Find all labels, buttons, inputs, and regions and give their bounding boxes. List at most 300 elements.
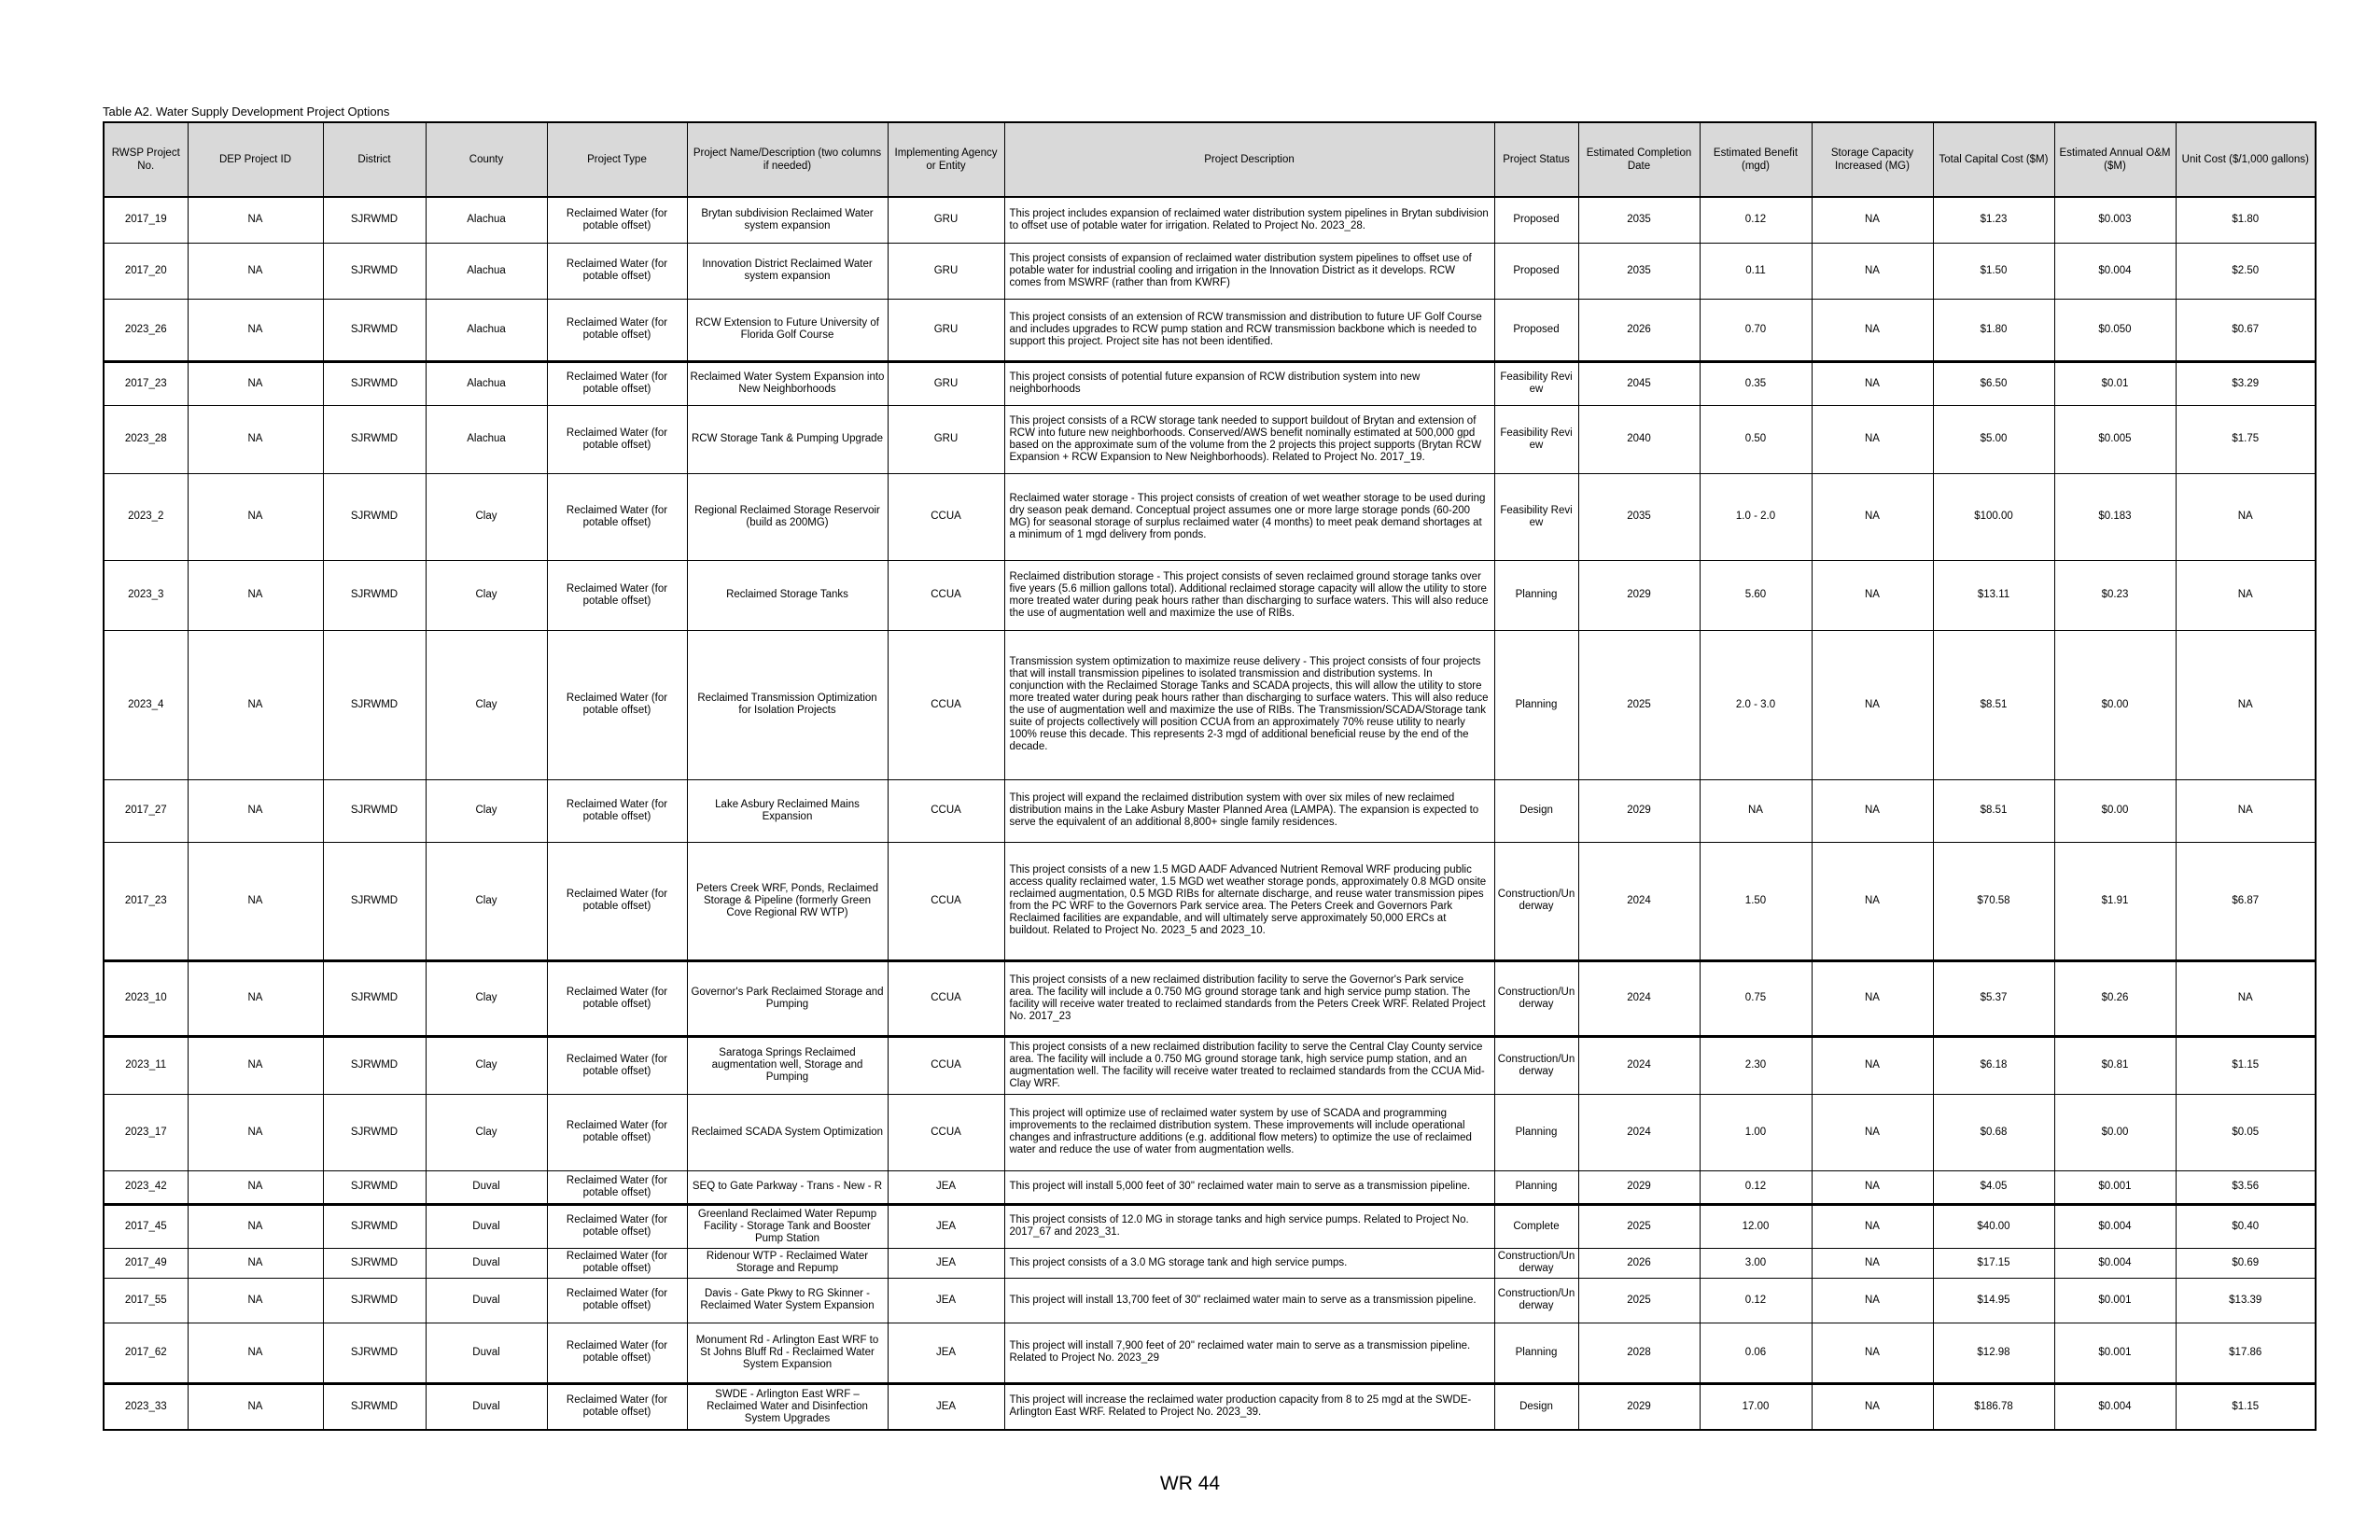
- table-body: [104, 197, 2316, 1430]
- table-row: [104, 560, 2316, 630]
- cell-name: Greenland Reclaimed Water Repump Facility - Storage Tank and Booster Pump Station: [687, 1204, 888, 1248]
- table-row: [104, 630, 2316, 779]
- cell-status: Proposed: [1494, 299, 1578, 361]
- cell-name: RCW Storage Tank & Pumping Upgrade: [687, 405, 888, 473]
- cell-dep: NA: [188, 960, 323, 1036]
- cell-rwsp: 2023_3: [104, 560, 188, 630]
- cell-unit: NA: [2176, 560, 2316, 630]
- cell-agency: CCUA: [888, 560, 1004, 630]
- cell-status: Design: [1494, 779, 1578, 842]
- column-header-type: Project Type: [547, 122, 687, 197]
- cell-completion: 2035: [1578, 473, 1700, 560]
- cell-county: Duval: [426, 1278, 547, 1323]
- cell-agency: GRU: [888, 405, 1004, 473]
- cell-district: SJRWMD: [323, 1323, 426, 1383]
- cell-name: Governor's Park Reclaimed Storage and Pumping: [687, 960, 888, 1036]
- cell-type: Reclaimed Water (for potable offset): [547, 243, 687, 299]
- cell-county: Clay: [426, 560, 547, 630]
- cell-type: Reclaimed Water (for potable offset): [547, 960, 687, 1036]
- cell-type: Reclaimed Water (for potable offset): [547, 1248, 687, 1278]
- cell-status: Planning: [1494, 1170, 1578, 1204]
- cell-desc: This project will expand the reclaimed distribution system with over six miles of new reclaimed distribution mains in the Lake Asbury Master Planned Area (LAMPA). The expansion is expected to serve the equivalent of an additional 8,800+ single family residences.: [1004, 779, 1494, 842]
- cell-county: Clay: [426, 473, 547, 560]
- cell-status: Construction/Underway: [1494, 1036, 1578, 1094]
- cell-dep: NA: [188, 361, 323, 405]
- cell-dep: NA: [188, 560, 323, 630]
- cell-unit: $0.05: [2176, 1094, 2316, 1170]
- cell-district: SJRWMD: [323, 1248, 426, 1278]
- cell-completion: 2025: [1578, 630, 1700, 779]
- cell-district: SJRWMD: [323, 842, 426, 960]
- cell-desc: This project will install 7,900 feet of 20" reclaimed water main to serve as a transmission pipeline. Related to Project No. 2023_29: [1004, 1323, 1494, 1383]
- cell-name: Davis - Gate Pkwy to RG Skinner - Reclaimed Water System Expansion: [687, 1278, 888, 1323]
- cell-completion: 2024: [1578, 960, 1700, 1036]
- cell-om: $1.91: [2054, 842, 2176, 960]
- cell-name: SEQ to Gate Parkway - Trans - New - R: [687, 1170, 888, 1204]
- cell-status: Planning: [1494, 1094, 1578, 1170]
- header-row: [104, 122, 2316, 197]
- cell-desc: This project will optimize use of reclaimed water system by use of SCADA and programming improvements to the reclaimed distribution system. These improvements will include operational changes and infrastructure additions (e.g. additional flow meters) to optimize the use of reclaimed water and reduce the use of water from augmentation wells.: [1004, 1094, 1494, 1170]
- cell-storage: NA: [1812, 473, 1933, 560]
- cell-dep: NA: [188, 842, 323, 960]
- cell-district: SJRWMD: [323, 361, 426, 405]
- cell-name: Reclaimed Storage Tanks: [687, 560, 888, 630]
- cell-desc: This project consists of a RCW storage tank needed to support buildout of Brytan and extension of RCW into future new neighborhoods. Conserved/AWS benefit nominally estimated at 500,000 gpd based on the approximate sum of the volume from the 2 projects this project supports (Brytan RCW Expansion + RCW Expansion to New Neighborhoods). Related to Project No. 2017_19.: [1004, 405, 1494, 473]
- cell-storage: NA: [1812, 960, 1933, 1036]
- cell-agency: CCUA: [888, 1036, 1004, 1094]
- cell-storage: NA: [1812, 1248, 1933, 1278]
- cell-rwsp: 2017_27: [104, 779, 188, 842]
- cell-type: Reclaimed Water (for potable offset): [547, 1383, 687, 1430]
- cell-rwsp: 2023_42: [104, 1170, 188, 1204]
- table-row: [104, 1323, 2316, 1383]
- cell-completion: 2026: [1578, 299, 1700, 361]
- page-number: WR 44: [1159, 1473, 1221, 1494]
- cell-agency: CCUA: [888, 1094, 1004, 1170]
- cell-storage: NA: [1812, 1323, 1933, 1383]
- cell-status: Planning: [1494, 1323, 1578, 1383]
- cell-dep: NA: [188, 1094, 323, 1170]
- cell-county: Clay: [426, 630, 547, 779]
- cell-district: SJRWMD: [323, 243, 426, 299]
- cell-status: Planning: [1494, 630, 1578, 779]
- cell-name: Saratoga Springs Reclaimed augmentation well, Storage and Pumping: [687, 1036, 888, 1094]
- cell-completion: 2026: [1578, 1248, 1700, 1278]
- cell-completion: 2024: [1578, 1036, 1700, 1094]
- cell-dep: NA: [188, 1036, 323, 1094]
- cell-completion: 2029: [1578, 1383, 1700, 1430]
- cell-om: $0.001: [2054, 1170, 2176, 1204]
- cell-name: Reclaimed Water System Expansion into New Neighborhoods: [687, 361, 888, 405]
- cell-desc: This project will increase the reclaimed water production capacity from 8 to 25 mgd at the SWDE-Arlington East WRF. Related to Project No. 2023_39.: [1004, 1383, 1494, 1430]
- cell-dep: NA: [188, 779, 323, 842]
- cell-type: Reclaimed Water (for potable offset): [547, 842, 687, 960]
- cell-agency: CCUA: [888, 842, 1004, 960]
- cell-name: Innovation District Reclaimed Water system expansion: [687, 243, 888, 299]
- cell-rwsp: 2023_11: [104, 1036, 188, 1094]
- cell-capital: $186.78: [1933, 1383, 2054, 1430]
- projects-table: [103, 121, 2317, 1431]
- cell-capital: $1.50: [1933, 243, 2054, 299]
- cell-county: Alachua: [426, 299, 547, 361]
- cell-benefit: 0.50: [1700, 405, 1812, 473]
- cell-desc: This project consists of a new reclaimed distribution facility to serve the Central Clay County service area. The facility will include a 0.750 MG ground storage tank, high service pump station, and an augmentation well. The facility will receive water treated to reclaimed standards from the CCUA Mid-Clay WRF.: [1004, 1036, 1494, 1094]
- cell-storage: NA: [1812, 1383, 1933, 1430]
- cell-agency: CCUA: [888, 960, 1004, 1036]
- cell-agency: CCUA: [888, 630, 1004, 779]
- cell-om: $0.00: [2054, 779, 2176, 842]
- cell-desc: This project consists of 12.0 MG in storage tanks and high service pumps. Related to Project No. 2017_67 and 2023_31.: [1004, 1204, 1494, 1248]
- cell-om: $0.050: [2054, 299, 2176, 361]
- cell-rwsp: 2017_45: [104, 1204, 188, 1248]
- cell-desc: This project consists of an extension of RCW transmission and distribution to future UF Golf Course and includes upgrades to RCW pump station and RCW transmission backbone which is needed to support this project. Project site has not been identified.: [1004, 299, 1494, 361]
- cell-benefit: 1.00: [1700, 1094, 1812, 1170]
- column-header-storage: Storage Capacity Increased (MG): [1812, 122, 1933, 197]
- table-row: [104, 197, 2316, 243]
- cell-district: SJRWMD: [323, 960, 426, 1036]
- cell-dep: NA: [188, 1383, 323, 1430]
- cell-county: Duval: [426, 1248, 547, 1278]
- cell-capital: $8.51: [1933, 779, 2054, 842]
- cell-county: Alachua: [426, 243, 547, 299]
- cell-agency: JEA: [888, 1248, 1004, 1278]
- table-row: [104, 361, 2316, 405]
- cell-om: $0.26: [2054, 960, 2176, 1036]
- cell-type: Reclaimed Water (for potable offset): [547, 630, 687, 779]
- cell-dep: NA: [188, 1204, 323, 1248]
- cell-storage: NA: [1812, 842, 1933, 960]
- cell-rwsp: 2017_49: [104, 1248, 188, 1278]
- cell-agency: GRU: [888, 361, 1004, 405]
- cell-capital: $13.11: [1933, 560, 2054, 630]
- cell-type: Reclaimed Water (for potable offset): [547, 405, 687, 473]
- cell-completion: 2035: [1578, 197, 1700, 243]
- cell-unit: $17.86: [2176, 1323, 2316, 1383]
- table-row: [104, 243, 2316, 299]
- cell-type: Reclaimed Water (for potable offset): [547, 1170, 687, 1204]
- cell-benefit: 5.60: [1700, 560, 1812, 630]
- column-header-desc: Project Description: [1004, 122, 1494, 197]
- cell-benefit: 17.00: [1700, 1383, 1812, 1430]
- cell-om: $0.004: [2054, 243, 2176, 299]
- cell-status: Construction/Underway: [1494, 1278, 1578, 1323]
- cell-desc: This project consists of a new 1.5 MGD AADF Advanced Nutrient Removal WRF producing public access quality reclaimed water, 1.5 MGD wet weather storage ponds, approximately 0.8 MGD onsite reclaimed augmentation, 0.5 MGD RIBs for alternate discharge, and reuse water transmission pipes from the PC WRF to the Governors Park service area. The Peters Creek and Governors Park Reclaimed facilities are expandable, and will ultimately serve approximately 50,000 ERCs at buildout. Related to Project No. 2023_5 and 2023_10.: [1004, 842, 1494, 960]
- cell-om: $0.004: [2054, 1248, 2176, 1278]
- cell-name: Peters Creek WRF, Ponds, Reclaimed Storage & Pipeline (formerly Green Cove Regional RW WTP): [687, 842, 888, 960]
- cell-dep: NA: [188, 197, 323, 243]
- cell-completion: 2028: [1578, 1323, 1700, 1383]
- cell-type: Reclaimed Water (for potable offset): [547, 361, 687, 405]
- cell-capital: $5.37: [1933, 960, 2054, 1036]
- cell-type: Reclaimed Water (for potable offset): [547, 1094, 687, 1170]
- cell-desc: Reclaimed water storage - This project consists of creation of wet weather storage to be used during dry season peak demand. Conceptual project assumes one or more large storage ponds (60-200 MG) for seasonal storage of surplus reclaimed water (4 months) to meet peak demand shortages at a minimum of 1 mgd delivery from ponds.: [1004, 473, 1494, 560]
- cell-dep: NA: [188, 299, 323, 361]
- cell-unit: $1.15: [2176, 1036, 2316, 1094]
- cell-unit: $3.29: [2176, 361, 2316, 405]
- cell-status: Construction/Underway: [1494, 960, 1578, 1036]
- cell-dep: NA: [188, 243, 323, 299]
- cell-unit: $1.75: [2176, 405, 2316, 473]
- cell-om: $0.005: [2054, 405, 2176, 473]
- cell-county: Duval: [426, 1170, 547, 1204]
- table-row: [104, 1036, 2316, 1094]
- cell-status: Feasibility Review: [1494, 405, 1578, 473]
- cell-unit: $13.39: [2176, 1278, 2316, 1323]
- cell-om: $0.004: [2054, 1204, 2176, 1248]
- cell-dep: NA: [188, 1170, 323, 1204]
- cell-desc: Reclaimed distribution storage - This project consists of seven reclaimed ground storage tanks over five years (5.6 million gallons total). Additional reclaimed storage capacity will allow the utility to store more treated water during peak hours rather than discharging to surface waters. This will also reduce the use of augmentation well and maximize the use of RIBs.: [1004, 560, 1494, 630]
- table-row: [104, 299, 2316, 361]
- cell-district: SJRWMD: [323, 560, 426, 630]
- cell-type: Reclaimed Water (for potable offset): [547, 299, 687, 361]
- cell-agency: CCUA: [888, 779, 1004, 842]
- cell-status: Planning: [1494, 560, 1578, 630]
- cell-benefit: 0.35: [1700, 361, 1812, 405]
- cell-unit: $0.69: [2176, 1248, 2316, 1278]
- cell-county: Duval: [426, 1323, 547, 1383]
- table-row: [104, 960, 2316, 1036]
- cell-district: SJRWMD: [323, 779, 426, 842]
- cell-storage: NA: [1812, 243, 1933, 299]
- cell-county: Clay: [426, 960, 547, 1036]
- cell-type: Reclaimed Water (for potable offset): [547, 473, 687, 560]
- cell-agency: JEA: [888, 1278, 1004, 1323]
- cell-dep: NA: [188, 630, 323, 779]
- table-row: [104, 405, 2316, 473]
- cell-status: Feasibility Review: [1494, 473, 1578, 560]
- cell-type: Reclaimed Water (for potable offset): [547, 1204, 687, 1248]
- cell-name: RCW Extension to Future University of Florida Golf Course: [687, 299, 888, 361]
- cell-type: Reclaimed Water (for potable offset): [547, 1278, 687, 1323]
- cell-rwsp: 2023_17: [104, 1094, 188, 1170]
- cell-name: Brytan subdivision Reclaimed Water system expansion: [687, 197, 888, 243]
- cell-unit: NA: [2176, 630, 2316, 779]
- column-header-status: Project Status: [1494, 122, 1578, 197]
- cell-district: SJRWMD: [323, 197, 426, 243]
- cell-type: Reclaimed Water (for potable offset): [547, 1036, 687, 1094]
- cell-benefit: 0.75: [1700, 960, 1812, 1036]
- cell-unit: $1.15: [2176, 1383, 2316, 1430]
- cell-capital: $100.00: [1933, 473, 2054, 560]
- cell-completion: 2040: [1578, 405, 1700, 473]
- cell-completion: 2029: [1578, 560, 1700, 630]
- cell-om: $0.81: [2054, 1036, 2176, 1094]
- cell-storage: NA: [1812, 361, 1933, 405]
- cell-county: Clay: [426, 1036, 547, 1094]
- column-header-rwsp: RWSP Project No.: [104, 122, 188, 197]
- cell-dep: NA: [188, 405, 323, 473]
- cell-capital: $70.58: [1933, 842, 2054, 960]
- cell-dep: NA: [188, 1278, 323, 1323]
- cell-agency: JEA: [888, 1204, 1004, 1248]
- cell-district: SJRWMD: [323, 1036, 426, 1094]
- cell-om: $0.23: [2054, 560, 2176, 630]
- table-row: [104, 1278, 2316, 1323]
- cell-capital: $5.00: [1933, 405, 2054, 473]
- cell-unit: $1.80: [2176, 197, 2316, 243]
- cell-storage: NA: [1812, 299, 1933, 361]
- cell-capital: $40.00: [1933, 1204, 2054, 1248]
- cell-storage: NA: [1812, 1094, 1933, 1170]
- cell-desc: This project will install 5,000 feet of 30" reclaimed water main to serve as a transmission pipeline.: [1004, 1170, 1494, 1204]
- column-header-district: District: [323, 122, 426, 197]
- cell-storage: NA: [1812, 1170, 1933, 1204]
- cell-om: $0.00: [2054, 630, 2176, 779]
- cell-district: SJRWMD: [323, 1278, 426, 1323]
- cell-benefit: 1.50: [1700, 842, 1812, 960]
- cell-desc: This project consists of expansion of reclaimed water distribution system pipelines to offset use of potable water for industrial cooling and irrigation in the Innovation District as it develops. RCW comes from MSWRF (rather than from KWRF): [1004, 243, 1494, 299]
- cell-om: $0.003: [2054, 197, 2176, 243]
- cell-om: $0.004: [2054, 1383, 2176, 1430]
- cell-county: Clay: [426, 779, 547, 842]
- cell-status: Construction/Underway: [1494, 842, 1578, 960]
- cell-completion: 2029: [1578, 779, 1700, 842]
- cell-benefit: NA: [1700, 779, 1812, 842]
- cell-benefit: 12.00: [1700, 1204, 1812, 1248]
- cell-status: Design: [1494, 1383, 1578, 1430]
- cell-benefit: 0.11: [1700, 243, 1812, 299]
- cell-rwsp: 2017_62: [104, 1323, 188, 1383]
- cell-unit: $0.40: [2176, 1204, 2316, 1248]
- cell-unit: NA: [2176, 473, 2316, 560]
- cell-rwsp: 2023_28: [104, 405, 188, 473]
- table-header: [104, 122, 2316, 197]
- cell-county: Clay: [426, 842, 547, 960]
- cell-benefit: 2.0 - 3.0: [1700, 630, 1812, 779]
- cell-status: Proposed: [1494, 197, 1578, 243]
- cell-rwsp: 2023_26: [104, 299, 188, 361]
- column-header-capital: Total Capital Cost ($M): [1933, 122, 2054, 197]
- cell-unit: NA: [2176, 960, 2316, 1036]
- cell-desc: This project includes expansion of reclaimed water distribution system pipelines in Brytan subdivision to offset use of potable water for irrigation. Related to Project No. 2023_28.: [1004, 197, 1494, 243]
- column-header-benefit: Estimated Benefit (mgd): [1700, 122, 1812, 197]
- cell-status: Construction/Underway: [1494, 1248, 1578, 1278]
- cell-dep: NA: [188, 473, 323, 560]
- cell-completion: 2024: [1578, 842, 1700, 960]
- cell-rwsp: 2017_55: [104, 1278, 188, 1323]
- cell-completion: 2045: [1578, 361, 1700, 405]
- cell-rwsp: 2017_19: [104, 197, 188, 243]
- table-row: [104, 779, 2316, 842]
- column-header-agency: Implementing Agency or Entity: [888, 122, 1004, 197]
- cell-capital: $1.23: [1933, 197, 2054, 243]
- cell-name: Ridenour WTP - Reclaimed Water Storage and Repump: [687, 1248, 888, 1278]
- cell-om: $0.001: [2054, 1278, 2176, 1323]
- cell-agency: GRU: [888, 299, 1004, 361]
- cell-county: Duval: [426, 1204, 547, 1248]
- cell-completion: 2025: [1578, 1204, 1700, 1248]
- cell-completion: 2029: [1578, 1170, 1700, 1204]
- table-caption: Table A2. Water Supply Development Project Options: [103, 105, 390, 119]
- cell-capital: $6.18: [1933, 1036, 2054, 1094]
- cell-benefit: 3.00: [1700, 1248, 1812, 1278]
- cell-desc: This project consists of potential future expansion of RCW distribution system into new neighborhoods: [1004, 361, 1494, 405]
- cell-rwsp: 2023_2: [104, 473, 188, 560]
- cell-unit: $2.50: [2176, 243, 2316, 299]
- cell-storage: NA: [1812, 1036, 1933, 1094]
- cell-storage: NA: [1812, 630, 1933, 779]
- cell-benefit: 0.70: [1700, 299, 1812, 361]
- cell-type: Reclaimed Water (for potable offset): [547, 197, 687, 243]
- cell-capital: $14.95: [1933, 1278, 2054, 1323]
- cell-benefit: 2.30: [1700, 1036, 1812, 1094]
- cell-county: Alachua: [426, 405, 547, 473]
- cell-unit: $0.67: [2176, 299, 2316, 361]
- cell-district: SJRWMD: [323, 1204, 426, 1248]
- cell-desc: This project consists of a new reclaimed distribution facility to serve the Governor's Park service area. The facility will include a 0.750 MG ground storage tank and high service pump station. The facility will receive water treated to reclaimed standards from the Peters Creek WRF. Related Project No. 2017_23: [1004, 960, 1494, 1036]
- cell-benefit: 1.0 - 2.0: [1700, 473, 1812, 560]
- cell-county: Alachua: [426, 197, 547, 243]
- table-row: [104, 1170, 2316, 1204]
- cell-type: Reclaimed Water (for potable offset): [547, 560, 687, 630]
- cell-county: Clay: [426, 1094, 547, 1170]
- cell-district: SJRWMD: [323, 1094, 426, 1170]
- cell-district: SJRWMD: [323, 1383, 426, 1430]
- cell-name: Reclaimed SCADA System Optimization: [687, 1094, 888, 1170]
- table-row: [104, 842, 2316, 960]
- cell-completion: 2025: [1578, 1278, 1700, 1323]
- cell-capital: $6.50: [1933, 361, 2054, 405]
- cell-completion: 2024: [1578, 1094, 1700, 1170]
- column-header-om: Estimated Annual O&M ($M): [2054, 122, 2176, 197]
- cell-rwsp: 2017_20: [104, 243, 188, 299]
- table-row: [104, 473, 2316, 560]
- cell-status: Proposed: [1494, 243, 1578, 299]
- cell-district: SJRWMD: [323, 630, 426, 779]
- cell-county: Alachua: [426, 361, 547, 405]
- cell-type: Reclaimed Water (for potable offset): [547, 779, 687, 842]
- cell-district: SJRWMD: [323, 405, 426, 473]
- cell-storage: NA: [1812, 1278, 1933, 1323]
- cell-dep: NA: [188, 1323, 323, 1383]
- cell-om: $0.183: [2054, 473, 2176, 560]
- cell-capital: $1.80: [1933, 299, 2054, 361]
- cell-desc: This project will install 13,700 feet of 30" reclaimed water main to serve as a transmission pipeline.: [1004, 1278, 1494, 1323]
- cell-agency: GRU: [888, 197, 1004, 243]
- cell-storage: NA: [1812, 197, 1933, 243]
- column-header-name: Project Name/Description (two columns if needed): [687, 122, 888, 197]
- table-row: [104, 1204, 2316, 1248]
- cell-agency: JEA: [888, 1323, 1004, 1383]
- cell-district: SJRWMD: [323, 1170, 426, 1204]
- cell-name: Lake Asbury Reclaimed Mains Expansion: [687, 779, 888, 842]
- table-row: [104, 1248, 2316, 1278]
- cell-om: $0.01: [2054, 361, 2176, 405]
- column-header-unit: Unit Cost ($/1,000 gallons): [2176, 122, 2316, 197]
- cell-unit: NA: [2176, 779, 2316, 842]
- cell-name: Monument Rd - Arlington East WRF to St Johns Bluff Rd - Reclaimed Water System Expansion: [687, 1323, 888, 1383]
- cell-dep: NA: [188, 1248, 323, 1278]
- cell-completion: 2035: [1578, 243, 1700, 299]
- cell-storage: NA: [1812, 1204, 1933, 1248]
- cell-status: Complete: [1494, 1204, 1578, 1248]
- cell-benefit: 0.12: [1700, 197, 1812, 243]
- cell-status: Feasibility Review: [1494, 361, 1578, 405]
- cell-county: Duval: [426, 1383, 547, 1430]
- cell-district: SJRWMD: [323, 299, 426, 361]
- cell-name: SWDE - Arlington East WRF – Reclaimed Water and Disinfection System Upgrades: [687, 1383, 888, 1430]
- cell-rwsp: 2023_10: [104, 960, 188, 1036]
- table-row: [104, 1094, 2316, 1170]
- cell-storage: NA: [1812, 560, 1933, 630]
- table-row: [104, 1383, 2316, 1430]
- column-header-county: County: [426, 122, 547, 197]
- cell-capital: $4.05: [1933, 1170, 2054, 1204]
- cell-unit: $6.87: [2176, 842, 2316, 960]
- cell-capital: $8.51: [1933, 630, 2054, 779]
- cell-om: $0.00: [2054, 1094, 2176, 1170]
- cell-benefit: 0.12: [1700, 1278, 1812, 1323]
